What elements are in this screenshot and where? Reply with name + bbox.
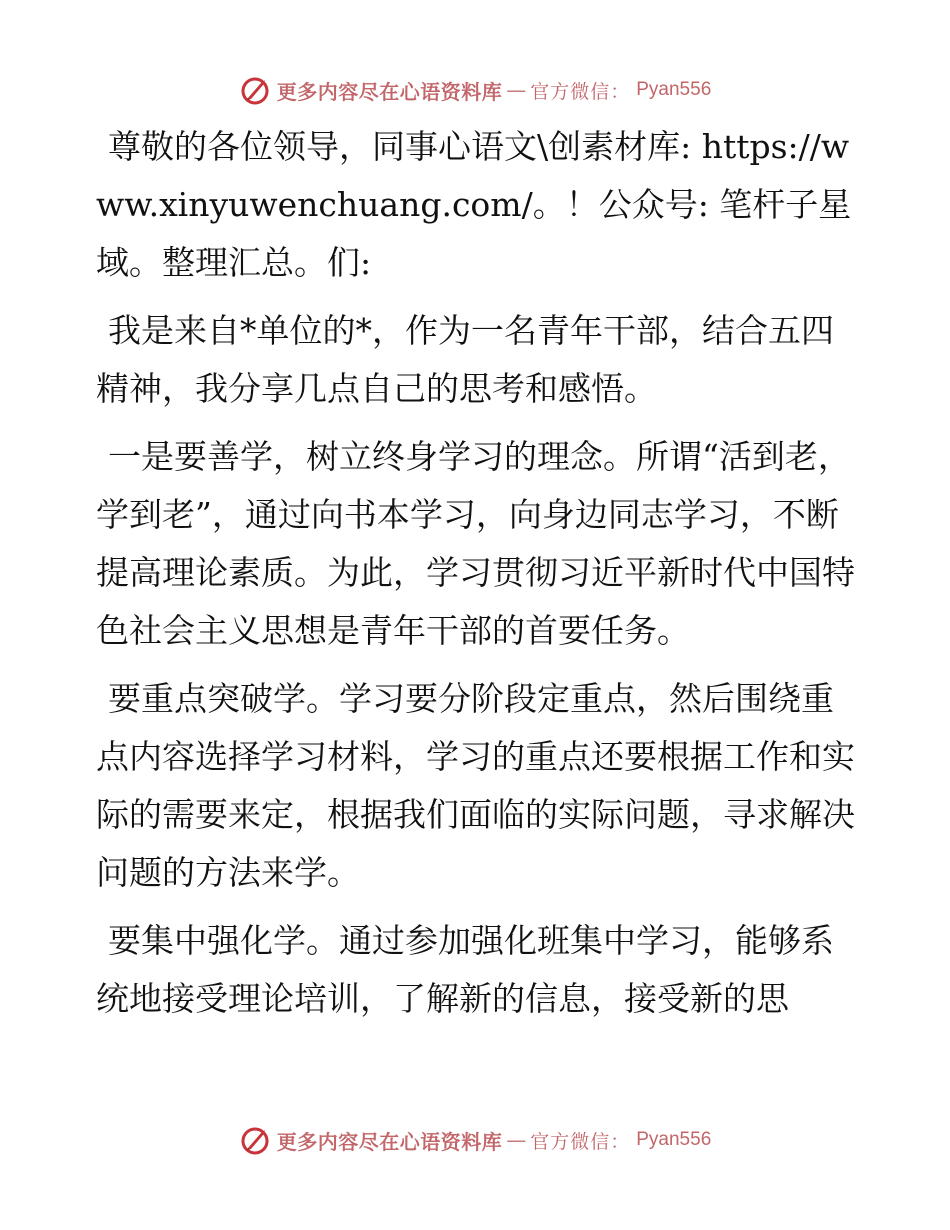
banner-official-label: 官方微信： <box>530 1130 631 1153</box>
banner-brand-text: 更多内容尽在心语资料库 <box>276 79 503 104</box>
paragraph-intensive-study: 要集中强化学。通过参加强化班集中学习，能够系统地接受理论培训，了解新的信息，接受新的思 <box>96 921 834 1018</box>
paragraph-intro: 我是来自*单位的*，作为一名青年干部，结合五四精神，我分享几点自己的思考和感悟。 <box>96 311 834 408</box>
banner-official-label: 官方微信： <box>530 80 631 103</box>
footer-watermark-banner <box>0 1120 950 1160</box>
banner-brand-text: 更多内容尽在心语资料库 <box>276 1129 503 1154</box>
banner-dash: — <box>506 1128 527 1152</box>
paragraph-focus-study: 要重点突破学。学习要分阶段定重点，然后围绕重点内容选择学习材料，学习的重点还要根据工作和实际的需要来定，根据我们面临的实际问题，寻求解决问题的方法来学。 <box>96 679 855 892</box>
banner-wechat-handle: Pyan556 <box>636 79 712 100</box>
paragraph-study-concept: 一是要善学，树立终身学习的理念。所谓“活到老，学到老”，通过向书本学习，向身边同志学习，不断提高理论素质。为此，学习贯彻习近平新时代中国特色社会主义思想是青年干部的首要任务。 <box>96 437 855 650</box>
quill-seal-icon <box>239 1124 271 1156</box>
document-body <box>96 118 856 1038</box>
banner-dash: — <box>506 78 527 102</box>
quill-seal-icon <box>239 74 271 106</box>
header-watermark-banner <box>0 70 950 110</box>
paragraph-greeting: 尊敬的各位领导，同事心语文\创素材库: https://www.xinyuwenchuang.com/。！公众号: 笔杆子星域。整理汇总。们: <box>96 127 852 282</box>
banner-wechat-handle: Pyan556 <box>636 1129 712 1150</box>
